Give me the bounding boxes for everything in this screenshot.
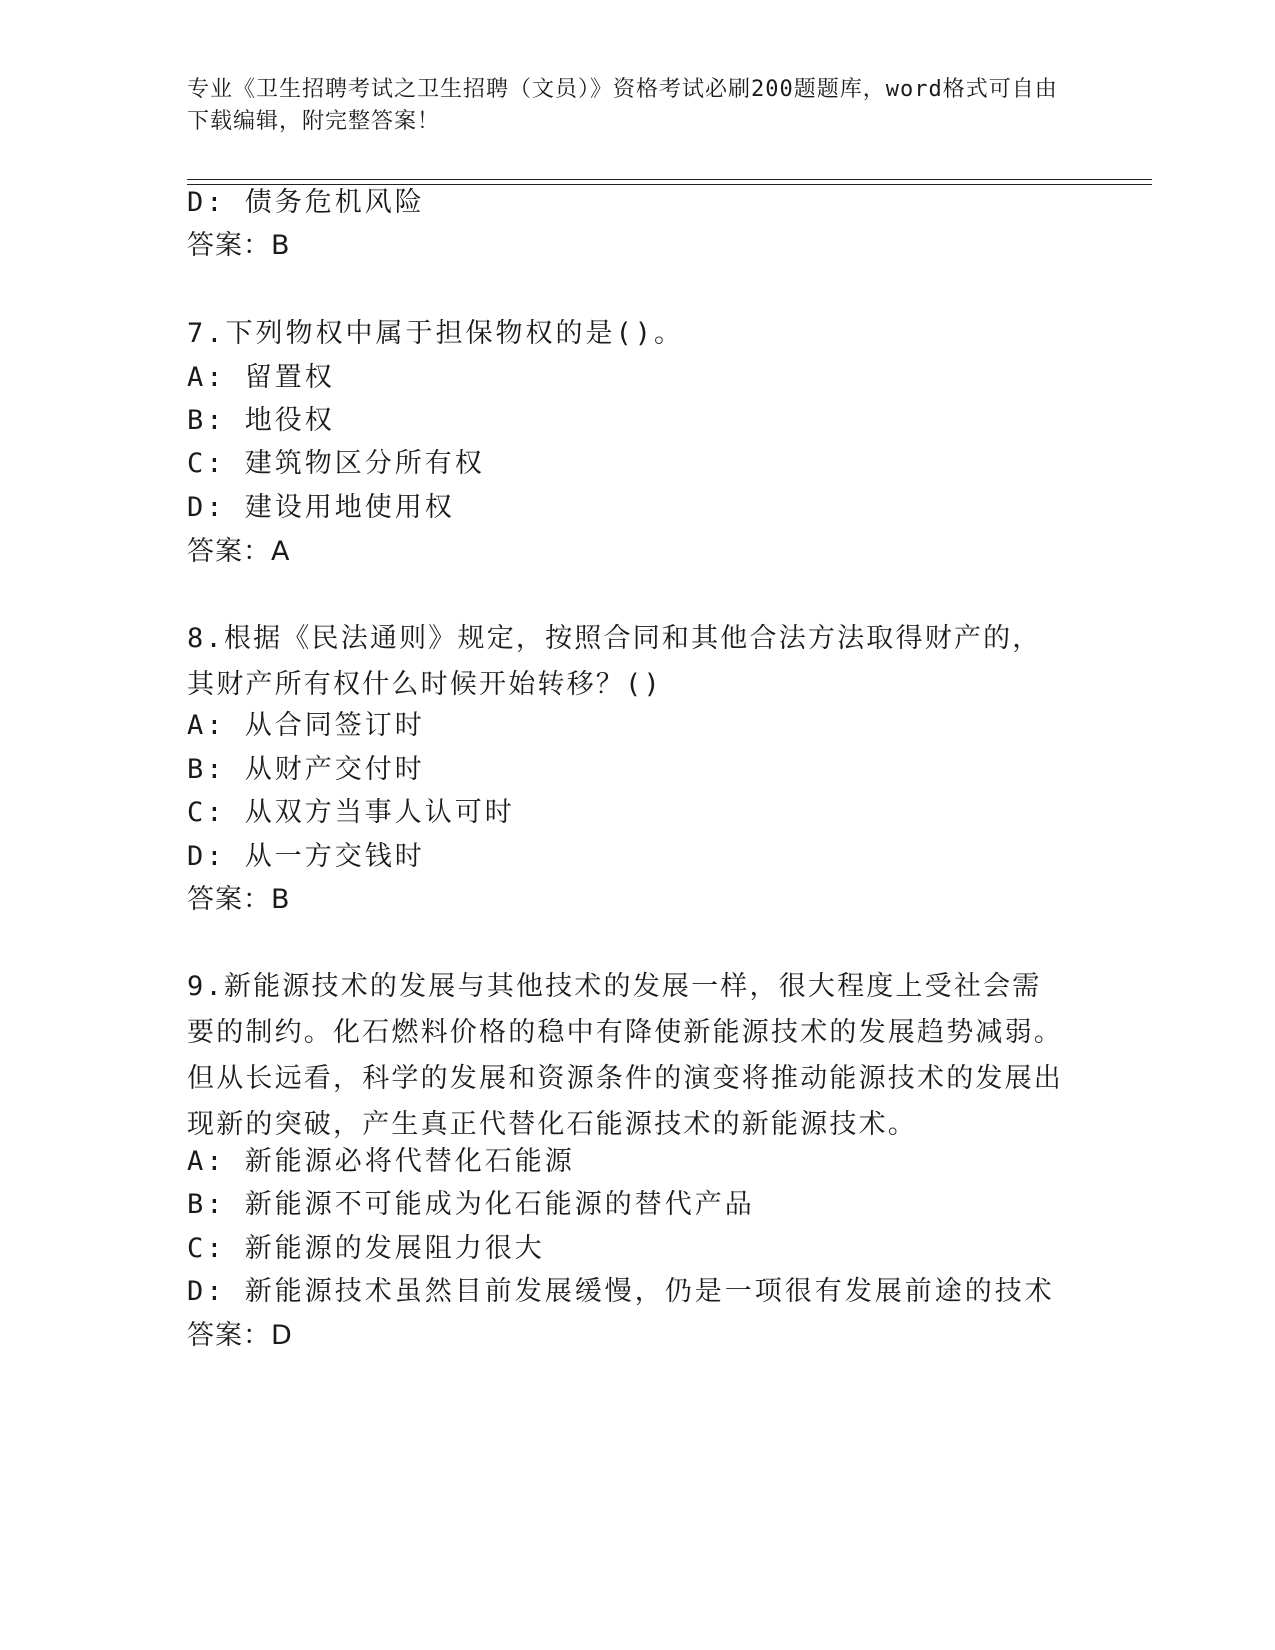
question-7-option-c: C: 建筑物区分所有权 [187,448,485,479]
prev-question-answer: 答案：B [187,230,291,261]
document-header: 专业《卫生招聘考试之卫生招聘（文员）》资格考试必刷200题题库，word格式可自由下载编辑，附完整答案！ [187,77,1058,134]
question-8-option-d: D: 从一方交钱时 [187,841,425,872]
question-8-option-b: B: 从财产交付时 [187,754,425,785]
question-8-answer: 答案：B [187,884,291,915]
question-7-stem: 7.下列物权中属于担保物权的是()。 [187,318,685,349]
question-7-answer: 答案：A [187,536,291,567]
prev-question-option-d: D: 债务危机风险 [187,187,425,218]
question-9-stem: 9.新能源技术的发展与其他技术的发展一样，很大程度上受社会需要的制约。化石燃料价格的稳中有降使新能源技术的发展趋势减弱。但从长远看，科学的发展和资源条件的演变将推动能源技术的发展出现新的突破，产生真正代替化石能源技术的新能源技术。 [187,971,1063,1140]
question-7-option-d: D: 建设用地使用权 [187,492,455,523]
question-8-option-a: A: 从合同签订时 [187,710,425,741]
question-8-stem: 8.根据《民法通则》规定，按照合同和其他合法方法取得财产的，其财产所有权什么时候开始转移？() [187,623,1042,700]
question-8-option-c: C: 从双方当事人认可时 [187,797,515,828]
question-7-option-a: A: 留置权 [187,362,335,393]
question-9-option-b: B: 新能源不可能成为化石能源的替代产品 [187,1189,755,1220]
question-7-option-b: B: 地役权 [187,405,335,436]
question-9-option-d: D: 新能源技术虽然目前发展缓慢，仍是一项很有发展前途的技术 [187,1276,1055,1307]
question-9-answer: 答案：D [187,1320,293,1351]
question-9-option-a: A: 新能源必将代替化石能源 [187,1146,575,1177]
question-9-option-c: C: 新能源的发展阻力很大 [187,1233,545,1264]
